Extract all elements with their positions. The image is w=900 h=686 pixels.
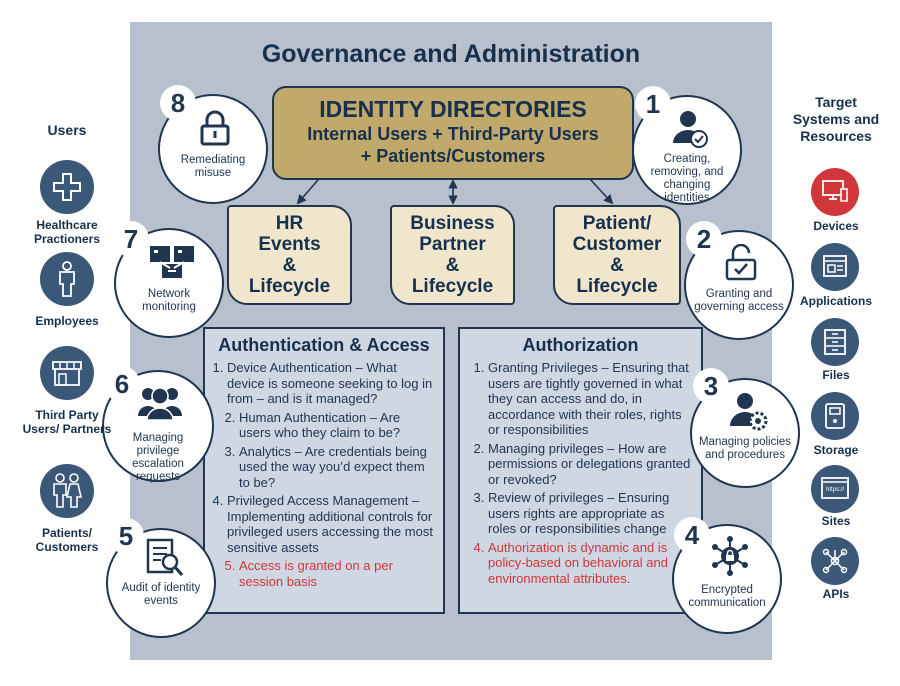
file-cabinet-icon bbox=[823, 328, 847, 356]
authorization-heading: Authorization bbox=[522, 335, 639, 355]
target-label: Storage bbox=[813, 443, 859, 457]
authorization-panel bbox=[458, 327, 703, 614]
user-gear-icon bbox=[728, 390, 768, 432]
business-partner-box bbox=[390, 205, 515, 305]
user-check-icon bbox=[671, 109, 709, 149]
circle-label: Encrypted communication bbox=[688, 584, 766, 609]
storefront-icon bbox=[51, 358, 83, 388]
target-icon-circle bbox=[811, 537, 859, 585]
hr-line: HR bbox=[275, 213, 304, 234]
target-icon-circle bbox=[811, 243, 859, 291]
user-label: Patients/ Customers bbox=[35, 526, 99, 554]
hr-line: Lifecycle bbox=[248, 276, 331, 297]
web-browser-icon bbox=[820, 476, 850, 502]
auth-item: 1. Device Authentication – What device is someone seeking to log in from – and is it managed? bbox=[227, 360, 433, 407]
circle-number: 6 bbox=[104, 366, 140, 402]
hr-lifecycle-box bbox=[227, 205, 352, 305]
authorization-item: 1. Granting Privileges – Ensuring that users are tightly governed in what they can access and do, in accordance with their roles, rights or responsibilities bbox=[488, 360, 691, 438]
site-url-text: https:// bbox=[825, 487, 845, 493]
users-heading: Users bbox=[47, 122, 87, 138]
circle-number: 4 bbox=[674, 517, 710, 553]
patient-line: Customer bbox=[572, 234, 662, 255]
patient-customer-box bbox=[553, 205, 681, 305]
circle-label: Managing policies and procedures bbox=[698, 436, 792, 461]
business-line: Partner bbox=[419, 234, 486, 255]
circle-label: Network monitoring bbox=[142, 288, 196, 313]
authentication-access-panel bbox=[203, 327, 445, 614]
circle-label: Remediating misuse bbox=[180, 154, 246, 179]
identity-directories-box bbox=[272, 86, 634, 180]
diagram-title: Governance and Administration bbox=[261, 40, 641, 68]
user-icon-circle bbox=[40, 346, 94, 400]
business-line: Lifecycle bbox=[411, 276, 494, 297]
circle-number: 5 bbox=[108, 518, 144, 554]
auth-item: 4. Privileged Access Management – Implementing additional controls for privileged users accessing the most sensitive assets bbox=[227, 493, 433, 555]
auth-item: 2. Human Authentication – Are users who they claim to be? bbox=[239, 410, 433, 441]
couple-icon bbox=[51, 473, 83, 509]
computer-icon bbox=[821, 179, 849, 205]
circle-number: 7 bbox=[113, 221, 149, 257]
target-icon-circle bbox=[811, 392, 859, 440]
medical-cross-icon bbox=[52, 172, 82, 202]
patient-line: Lifecycle bbox=[576, 276, 658, 297]
user-label: Healthcare Practioners bbox=[33, 218, 101, 246]
authorization-item-highlight: 4. Authorization is dynamic and is policy-based on behavioral and environmental attributes. bbox=[488, 540, 691, 587]
target-icon-circle bbox=[811, 318, 859, 366]
patient-line: Patient/ bbox=[582, 213, 652, 234]
user-icon-circle bbox=[40, 464, 94, 518]
group-icon bbox=[138, 384, 182, 420]
circle-number: 2 bbox=[686, 221, 722, 257]
auth-item-highlight: 5. Access is granted on a per session basis bbox=[239, 558, 433, 589]
document-search-icon bbox=[145, 538, 185, 578]
user-label: Third Party Users/ Partners bbox=[22, 408, 112, 436]
unlock-icon bbox=[723, 244, 759, 282]
circle-label: Managing privilege escalation requests bbox=[132, 432, 184, 483]
authorization-item: 2. Managing privileges – How are permissions or delegations granted or revoked? bbox=[488, 441, 691, 488]
target-label: Files bbox=[822, 368, 850, 382]
person-icon bbox=[57, 261, 77, 297]
identity-line-3: + Patients/Customers bbox=[360, 146, 546, 166]
target-icon-circle bbox=[811, 465, 859, 513]
lock-icon bbox=[198, 110, 232, 146]
target-icon-circle bbox=[811, 168, 859, 216]
target-label: APIs bbox=[822, 587, 850, 601]
target-label: Applications bbox=[799, 294, 872, 308]
identity-heading: IDENTITY DIRECTORIES bbox=[319, 96, 587, 122]
app-window-icon bbox=[822, 254, 848, 280]
hr-line: & bbox=[282, 255, 297, 276]
hr-line: Events bbox=[258, 234, 321, 255]
user-label: Employees bbox=[35, 314, 99, 328]
targets-heading: Target Systems and Resources bbox=[792, 94, 880, 144]
auth-item: 3. Analytics – Are credentials being used the way you’d expect them to be? bbox=[239, 444, 433, 491]
circle-number: 8 bbox=[160, 85, 196, 121]
business-line: Business bbox=[410, 213, 495, 234]
network-monitor-icon bbox=[148, 244, 196, 282]
user-icon-circle bbox=[40, 252, 94, 306]
patient-line: & bbox=[610, 255, 624, 276]
identity-line-2: Internal Users + Third-Party Users bbox=[307, 124, 599, 144]
circle-label: Audit of identity events bbox=[121, 582, 201, 607]
business-line: & bbox=[445, 255, 460, 276]
circle-label: Creating, removing, and changing identities bbox=[650, 153, 724, 204]
target-label: Devices bbox=[813, 219, 859, 233]
target-label: Sites bbox=[821, 514, 851, 528]
user-icon-circle bbox=[40, 160, 94, 214]
api-network-icon bbox=[821, 547, 849, 575]
authentication-heading: Authentication & Access bbox=[218, 335, 430, 355]
circle-label: Granting and governing access bbox=[694, 288, 784, 313]
network-lock-icon bbox=[710, 536, 750, 576]
storage-icon bbox=[824, 402, 846, 430]
circle-number: 3 bbox=[693, 368, 729, 404]
circle-number: 1 bbox=[635, 86, 671, 122]
authorization-item: 3. Review of privileges – Ensuring users rights are appropriate as roles or responsibilities change bbox=[488, 490, 691, 537]
